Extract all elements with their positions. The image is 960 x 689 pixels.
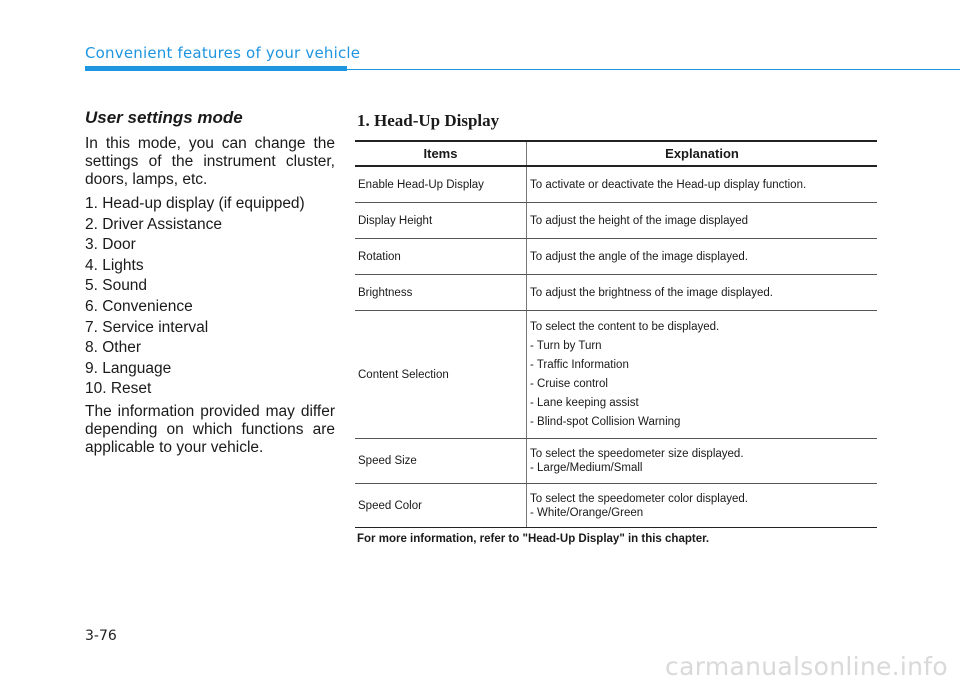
- watermark-text: carmanualsonline.info: [665, 652, 948, 681]
- table-row: [355, 203, 877, 239]
- explanation-line: - Blind-spot Collision Warning: [530, 415, 681, 428]
- row-item: Speed Color: [355, 484, 527, 528]
- row-explanation: To adjust the height of the image displayed: [527, 203, 878, 239]
- list-item: 6. Convenience: [85, 297, 193, 315]
- list-item: 8. Other: [85, 339, 141, 357]
- table-row: [355, 311, 877, 439]
- explanation-line: - Cruise control: [530, 377, 608, 390]
- row-item: Display Height: [355, 203, 527, 239]
- explanation-line: To select the speedometer color displayed.: [530, 492, 748, 505]
- table-row: [355, 484, 877, 528]
- table-row: [355, 439, 877, 484]
- user-settings-heading: User settings mode: [85, 108, 243, 127]
- explanation-line: To select the speedometer size displayed.: [530, 448, 744, 460]
- closing-paragraph: The information provided may differ depending on which functions are applicable to your vehicle.: [85, 402, 335, 456]
- page-number: 3-76: [85, 628, 117, 644]
- explanation-line: - Large/Medium/Small: [530, 462, 643, 474]
- explanation-line: To select the content to be displayed.: [530, 320, 720, 333]
- row-explanation: [527, 439, 878, 484]
- explanation-line: - Traffic Information: [530, 358, 629, 371]
- list-item: 10. Reset: [85, 380, 152, 398]
- explanation-line: - Turn by Turn: [530, 339, 602, 352]
- row-item: Content Selection: [355, 311, 527, 439]
- list-item: 5. Sound: [85, 277, 148, 295]
- section-header-title: Convenient features of your vehicle: [85, 44, 361, 62]
- explanation-line: - White/Orange/Green: [530, 506, 644, 519]
- row-explanation: To adjust the angle of the image displayed.: [527, 239, 878, 275]
- table-row: [355, 166, 877, 203]
- list-item: 3. Door: [85, 236, 136, 254]
- table-row: [355, 239, 877, 275]
- column-header-items: Items: [355, 141, 527, 166]
- list-item: 9. Language: [85, 359, 172, 377]
- explanation-line: - Lane keeping assist: [530, 396, 639, 409]
- table-header-row: [355, 141, 877, 166]
- table-row: [355, 275, 877, 311]
- row-item: Enable Head-Up Display: [355, 166, 527, 203]
- table-title: 1. Head-Up Display: [357, 111, 500, 130]
- settings-menu-list: [85, 194, 335, 400]
- list-item: 1. Head-up display (if equipped): [85, 195, 305, 212]
- row-item: Rotation: [355, 239, 527, 275]
- list-item: 7. Service interval: [85, 318, 209, 336]
- row-item: Speed Size: [355, 439, 527, 484]
- user-settings-column: [85, 108, 335, 462]
- list-item: 4. Lights: [85, 256, 144, 274]
- column-header-explanation: Explanation: [527, 141, 878, 166]
- row-explanation: [527, 484, 878, 528]
- hud-settings-table: [355, 140, 877, 528]
- header-rule: [347, 69, 960, 70]
- reference-note: For more information, refer to "Head-Up Display" in this chapter.: [357, 533, 710, 545]
- list-item: 2. Driver Assistance: [85, 215, 222, 233]
- header-accent-bar: [85, 66, 347, 71]
- row-explanation: To adjust the brightness of the image displayed.: [527, 275, 878, 311]
- row-item: Brightness: [355, 275, 527, 311]
- row-explanation: To activate or deactivate the Head-up display function.: [527, 166, 878, 203]
- row-explanation: [527, 311, 878, 439]
- intro-paragraph: In this mode, you can change the settings of the instrument cluster, doors, lamps, etc.: [85, 135, 335, 188]
